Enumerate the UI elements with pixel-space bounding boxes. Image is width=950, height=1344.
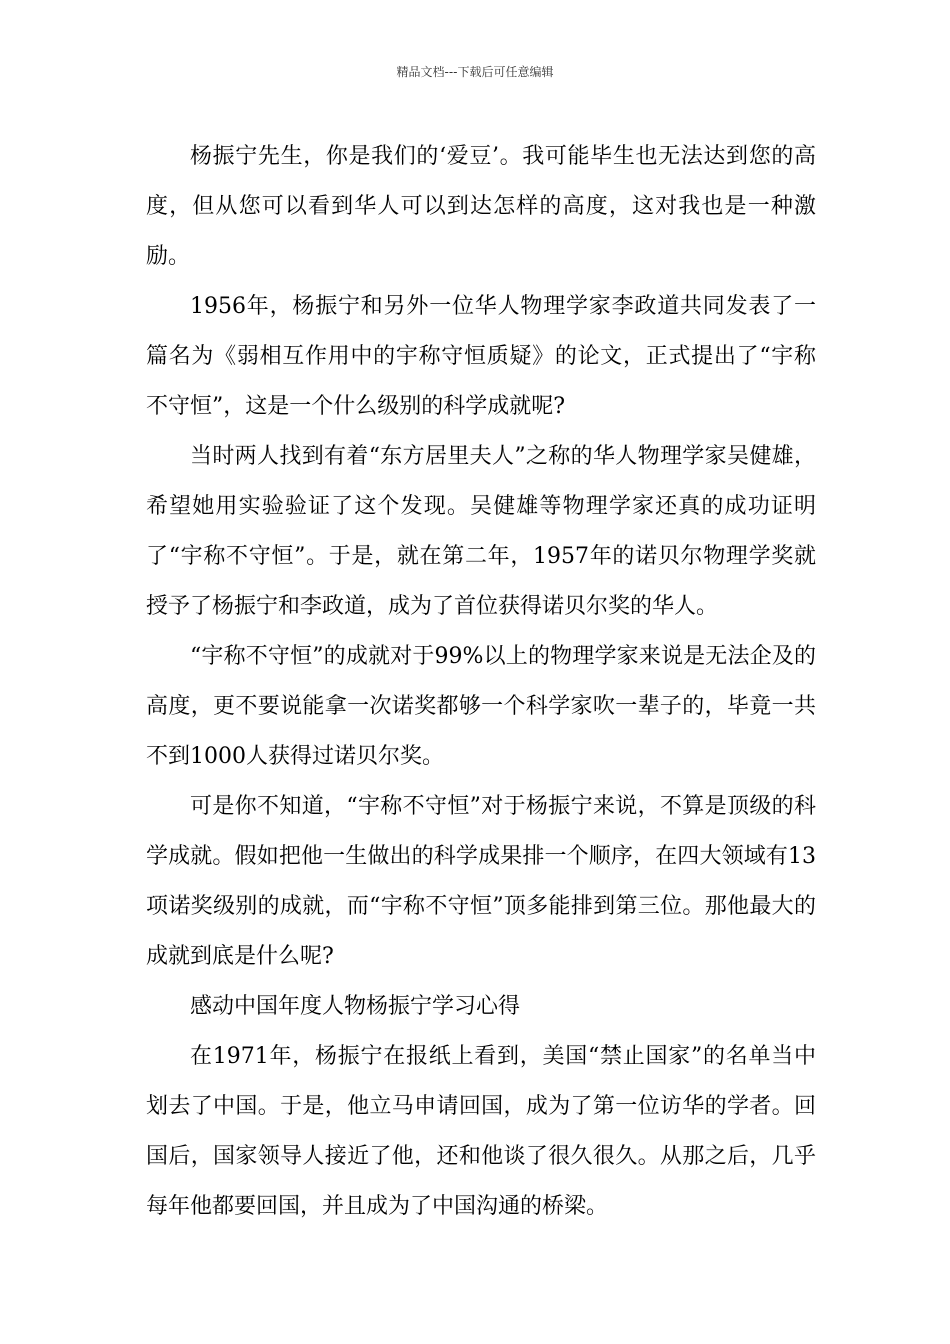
paragraph-2: 1956年，杨振宁和另外一位华人物理学家李政道共同发表了一篇名为《弱相互作用中的宇称守恒质疑》的论文，正式提出了“宇称不守恒”，这是一个什么级别的科学成就呢? [146, 294, 816, 419]
section-heading: 感动中国年度人物杨振宁学习心得 [190, 994, 521, 1019]
page-header: 精品文档---下载后可任意编辑 [396, 65, 554, 79]
paragraph-1: 杨振宁先生，你是我们的‘爱豆’。我可能毕生也无法达到您的高度，但从您可以看到华人可以到达怎样的高度，这对我也是一种激励。 [146, 144, 816, 269]
document-body [146, 132, 816, 1232]
paragraph-6: 在1971年，杨振宁在报纸上看到，美国“禁止国家”的名单当中划去了中国。于是，他立马申请回国，成为了第一位访华的学者。回国后，国家领导人接近了他，还和他谈了很久很久。从那之后，几乎每年他都要回国，并且成为了中国沟通的桥梁。 [146, 1044, 816, 1219]
paragraph-5: 可是你不知道，“宇称不守恒”对于杨振宁来说，不算是顶级的科学成就。假如把他一生做出的科学成果排一个顺序，在四大领域有13项诺奖级别的成就，而“宇称不守恒”顶多能排到第三位。那他最大的成就到底是什么呢? [146, 794, 816, 969]
paragraph-3: 当时两人找到有着“东方居里夫人”之称的华人物理学家吴健雄，希望她用实验验证了这个发现。吴健雄等物理学家还真的成功证明了“宇称不守恒”。于是，就在第二年，1957年的诺贝尔物理学奖就授予了杨振宁和李政道，成为了首位获得诺贝尔奖的华人。 [146, 444, 816, 619]
paragraph-4: “宇称不守恒”的成就对于99%以上的物理学家来说是无法企及的高度，更不要说能拿一次诺奖都够一个科学家吹一辈子的，毕竟一共不到1000人获得过诺贝尔奖。 [146, 644, 816, 769]
